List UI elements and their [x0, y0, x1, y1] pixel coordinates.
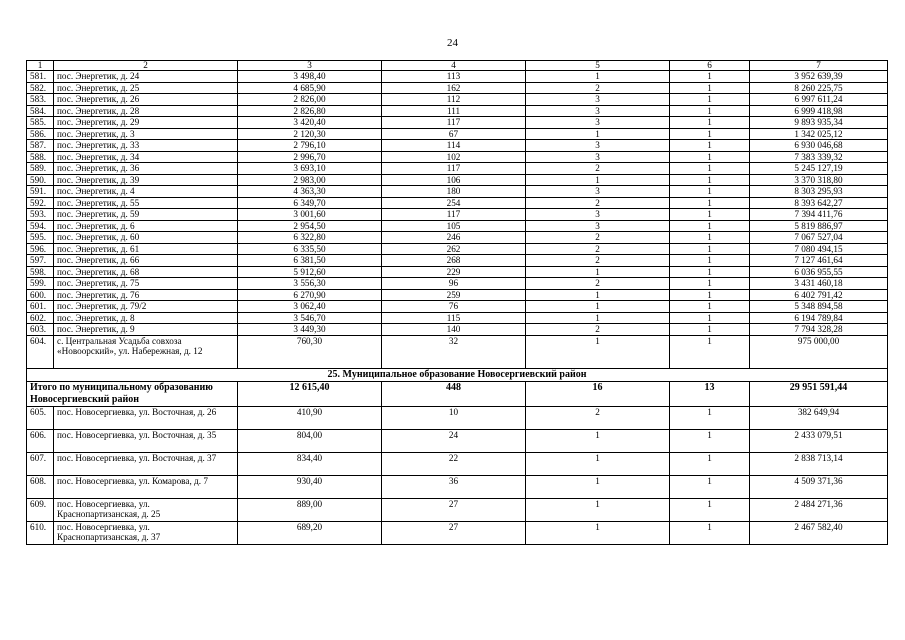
total-area: 12 615,40 — [238, 381, 382, 406]
table-row — [27, 266, 888, 278]
residents-cell: 76 — [382, 301, 526, 313]
area-cell: 2 954,50 — [238, 220, 382, 232]
table-row — [27, 128, 888, 140]
area-cell: 6 335,50 — [238, 243, 382, 255]
row-number-cell: 602. — [27, 312, 54, 324]
area-cell: 834,40 — [238, 452, 382, 475]
header-cell: 4 — [382, 61, 526, 71]
column-6-cell: 1 — [670, 82, 750, 94]
column-5-cell: 1 — [526, 521, 670, 544]
table-row — [27, 71, 888, 83]
column-number-header — [27, 61, 888, 71]
residents-cell: 112 — [382, 94, 526, 106]
residents-cell: 22 — [382, 452, 526, 475]
column-6-cell: 1 — [670, 429, 750, 452]
cost-cell: 9 893 935,34 — [750, 117, 888, 129]
address-cell: пос. Энергетик, д. 36 — [54, 163, 238, 175]
header-cell: 6 — [670, 61, 750, 71]
cost-cell: 6 930 046,68 — [750, 140, 888, 152]
column-5-cell: 3 — [526, 209, 670, 221]
cost-cell: 6 997 611,24 — [750, 94, 888, 106]
address-cell: пос. Новосергиевка, ул. Комарова, д. 7 — [54, 475, 238, 498]
address-cell: пос. Энергетик, д. 61 — [54, 243, 238, 255]
table-row — [27, 452, 888, 475]
cost-cell: 5 819 886,97 — [750, 220, 888, 232]
column-6-cell: 1 — [670, 324, 750, 336]
table-row — [27, 232, 888, 244]
header-cell: 2 — [54, 61, 238, 71]
housing-table — [26, 60, 888, 545]
column-6-cell: 1 — [670, 71, 750, 83]
address-cell: пос. Энергетик, д. 6 — [54, 220, 238, 232]
area-cell: 6 349,70 — [238, 197, 382, 209]
row-number-cell: 585. — [27, 117, 54, 129]
residents-cell: 67 — [382, 128, 526, 140]
column-5-cell: 1 — [526, 289, 670, 301]
column-6-cell: 1 — [670, 105, 750, 117]
row-number-cell: 592. — [27, 197, 54, 209]
area-cell: 3 062,40 — [238, 301, 382, 313]
total-cost: 29 951 591,44 — [750, 381, 888, 406]
row-number-cell: 599. — [27, 278, 54, 290]
address-cell: пос. Новосергиевка, ул. Восточная, д. 37 — [54, 452, 238, 475]
column-5-cell: 2 — [526, 406, 670, 429]
section-row — [27, 368, 888, 381]
column-5-cell: 1 — [526, 71, 670, 83]
area-cell: 6 322,80 — [238, 232, 382, 244]
area-cell: 2 996,70 — [238, 151, 382, 163]
column-5-cell: 3 — [526, 220, 670, 232]
area-cell: 4 363,30 — [238, 186, 382, 198]
column-6-cell: 1 — [670, 117, 750, 129]
address-cell: пос. Новосергиевка, ул. Краснопартизанская, д. 37 — [54, 521, 238, 544]
residents-cell: 254 — [382, 197, 526, 209]
row-number-cell: 598. — [27, 266, 54, 278]
cost-cell: 8 260 225,75 — [750, 82, 888, 94]
table-row — [27, 475, 888, 498]
total-column-5: 16 — [526, 381, 670, 406]
row-number-cell: 605. — [27, 406, 54, 429]
section-title: 25. Муниципальное образование Новосергиевский район — [27, 368, 888, 381]
row-number-cell: 600. — [27, 289, 54, 301]
column-6-cell: 1 — [670, 197, 750, 209]
total-column-6: 13 — [670, 381, 750, 406]
address-cell: пос. Новосергиевка, ул. Восточная, д. 35 — [54, 429, 238, 452]
address-cell: пос. Энергетик, д. 68 — [54, 266, 238, 278]
area-cell: 2 826,00 — [238, 94, 382, 106]
residents-cell: 114 — [382, 140, 526, 152]
column-5-cell: 1 — [526, 266, 670, 278]
column-6-cell: 1 — [670, 312, 750, 324]
table-row — [27, 301, 888, 313]
column-6-cell: 1 — [670, 151, 750, 163]
area-cell: 3 420,40 — [238, 117, 382, 129]
column-6-cell: 1 — [670, 266, 750, 278]
address-cell: с. Центральная Усадьба совхоза «Новоорский», ул. Набережная, д. 12 — [54, 335, 238, 368]
column-6-cell: 1 — [670, 243, 750, 255]
cost-cell: 7 794 328,28 — [750, 324, 888, 336]
table-body — [27, 61, 888, 545]
residents-cell: 102 — [382, 151, 526, 163]
column-5-cell: 1 — [526, 301, 670, 313]
column-5-cell: 1 — [526, 128, 670, 140]
column-6-cell: 1 — [670, 301, 750, 313]
address-cell: пос. Энергетик, д. 75 — [54, 278, 238, 290]
table-row — [27, 498, 888, 521]
header-cell: 1 — [27, 61, 54, 71]
row-number-cell: 588. — [27, 151, 54, 163]
row-number-cell: 590. — [27, 174, 54, 186]
residents-cell: 113 — [382, 71, 526, 83]
cost-cell: 7 127 461,64 — [750, 255, 888, 267]
row-number-cell: 587. — [27, 140, 54, 152]
column-5-cell: 1 — [526, 498, 670, 521]
table-row — [27, 335, 888, 368]
residents-cell: 27 — [382, 521, 526, 544]
column-6-cell: 1 — [670, 94, 750, 106]
cost-cell: 7 383 339,32 — [750, 151, 888, 163]
residents-cell: 246 — [382, 232, 526, 244]
cost-cell: 8 393 642,27 — [750, 197, 888, 209]
residents-cell: 180 — [382, 186, 526, 198]
area-cell: 930,40 — [238, 475, 382, 498]
column-5-cell: 2 — [526, 278, 670, 290]
residents-cell: 268 — [382, 255, 526, 267]
table-row — [27, 312, 888, 324]
table-row — [27, 186, 888, 198]
area-cell: 889,00 — [238, 498, 382, 521]
area-cell: 5 912,60 — [238, 266, 382, 278]
area-cell: 2 983,00 — [238, 174, 382, 186]
table-row — [27, 289, 888, 301]
column-5-cell: 2 — [526, 232, 670, 244]
address-cell: пос. Энергетик, д. 25 — [54, 82, 238, 94]
address-cell: пос. Энергетик, д. 66 — [54, 255, 238, 267]
address-cell: пос. Энергетик, д. 24 — [54, 71, 238, 83]
address-cell: пос. Энергетик, д. 59 — [54, 209, 238, 221]
total-row — [27, 381, 888, 406]
residents-cell: 111 — [382, 105, 526, 117]
area-cell: 2 826,80 — [238, 105, 382, 117]
row-number-cell: 608. — [27, 475, 54, 498]
area-cell: 2 120,30 — [238, 128, 382, 140]
row-number-cell: 604. — [27, 335, 54, 368]
area-cell: 3 449,30 — [238, 324, 382, 336]
table-row — [27, 197, 888, 209]
area-cell: 6 270,90 — [238, 289, 382, 301]
total-label: Итого по муниципальному образованию Новосергиевский район — [27, 381, 238, 406]
address-cell: пос. Энергетик, д. 34 — [54, 151, 238, 163]
row-number-cell: 583. — [27, 94, 54, 106]
row-number-cell: 591. — [27, 186, 54, 198]
table-row — [27, 220, 888, 232]
row-number-cell: 586. — [27, 128, 54, 140]
column-6-cell: 1 — [670, 174, 750, 186]
column-5-cell: 2 — [526, 82, 670, 94]
cost-cell: 2 484 271,36 — [750, 498, 888, 521]
row-number-cell: 603. — [27, 324, 54, 336]
column-6-cell: 1 — [670, 406, 750, 429]
cost-cell: 7 067 527,04 — [750, 232, 888, 244]
column-5-cell: 3 — [526, 186, 670, 198]
residents-cell: 162 — [382, 82, 526, 94]
residents-cell: 10 — [382, 406, 526, 429]
page-number: 24 — [447, 37, 458, 49]
area-cell: 804,00 — [238, 429, 382, 452]
address-cell: пос. Энергетик, д. 55 — [54, 197, 238, 209]
residents-cell: 259 — [382, 289, 526, 301]
column-6-cell: 1 — [670, 140, 750, 152]
column-5-cell: 1 — [526, 312, 670, 324]
row-number-cell: 582. — [27, 82, 54, 94]
area-cell: 3 001,60 — [238, 209, 382, 221]
address-cell: пос. Энергетик, д. 26 — [54, 94, 238, 106]
column-6-cell: 1 — [670, 209, 750, 221]
residents-cell: 140 — [382, 324, 526, 336]
cost-cell: 5 245 127,19 — [750, 163, 888, 175]
column-5-cell: 3 — [526, 151, 670, 163]
residents-cell: 105 — [382, 220, 526, 232]
column-6-cell: 1 — [670, 475, 750, 498]
cost-cell: 6 402 791,42 — [750, 289, 888, 301]
area-cell: 3 693,10 — [238, 163, 382, 175]
address-cell: пос. Энергетик, д. 33 — [54, 140, 238, 152]
row-number-cell: 610. — [27, 521, 54, 544]
residents-cell: 262 — [382, 243, 526, 255]
cost-cell: 3 952 639,39 — [750, 71, 888, 83]
column-6-cell: 1 — [670, 289, 750, 301]
column-6-cell: 1 — [670, 278, 750, 290]
cost-cell: 2 433 079,51 — [750, 429, 888, 452]
area-cell: 3 498,40 — [238, 71, 382, 83]
column-5-cell: 3 — [526, 94, 670, 106]
column-6-cell: 1 — [670, 220, 750, 232]
row-number-cell: 606. — [27, 429, 54, 452]
column-6-cell: 1 — [670, 335, 750, 368]
cost-cell: 6 999 418,98 — [750, 105, 888, 117]
address-cell: пос. Энергетик, д. 29 — [54, 117, 238, 129]
residents-cell: 106 — [382, 174, 526, 186]
table-row — [27, 243, 888, 255]
cost-cell: 6 036 955,55 — [750, 266, 888, 278]
address-cell: пос. Энергетик, д. 9 — [54, 324, 238, 336]
row-number-cell: 589. — [27, 163, 54, 175]
column-5-cell: 1 — [526, 174, 670, 186]
table-row — [27, 105, 888, 117]
address-cell: пос. Энергетик, д. 39 — [54, 174, 238, 186]
row-number-cell: 584. — [27, 105, 54, 117]
area-cell: 3 546,70 — [238, 312, 382, 324]
column-6-cell: 1 — [670, 128, 750, 140]
area-cell: 6 381,50 — [238, 255, 382, 267]
column-6-cell: 1 — [670, 232, 750, 244]
table-row — [27, 140, 888, 152]
header-cell: 5 — [526, 61, 670, 71]
cost-cell: 3 370 318,80 — [750, 174, 888, 186]
column-6-cell: 1 — [670, 498, 750, 521]
row-number-cell: 597. — [27, 255, 54, 267]
address-cell: пос. Новосергиевка, ул. Краснопартизанская, д. 25 — [54, 498, 238, 521]
area-cell: 2 796,10 — [238, 140, 382, 152]
table-row — [27, 406, 888, 429]
address-cell: пос. Энергетик, д. 28 — [54, 105, 238, 117]
column-6-cell: 1 — [670, 186, 750, 198]
residents-cell: 36 — [382, 475, 526, 498]
table-row — [27, 163, 888, 175]
column-5-cell: 2 — [526, 255, 670, 267]
address-cell: пос. Энергетик, д. 79/2 — [54, 301, 238, 313]
cost-cell: 7 394 411,76 — [750, 209, 888, 221]
cost-cell: 2 838 713,14 — [750, 452, 888, 475]
residents-cell: 117 — [382, 163, 526, 175]
address-cell: пос. Энергетик, д. 3 — [54, 128, 238, 140]
cost-cell: 975 000,00 — [750, 335, 888, 368]
header-cell: 3 — [238, 61, 382, 71]
cost-cell: 4 509 371,36 — [750, 475, 888, 498]
row-number-cell: 607. — [27, 452, 54, 475]
area-cell: 410,90 — [238, 406, 382, 429]
row-number-cell: 593. — [27, 209, 54, 221]
column-5-cell: 2 — [526, 324, 670, 336]
column-5-cell: 3 — [526, 140, 670, 152]
table-row — [27, 117, 888, 129]
address-cell: пос. Энергетик, д. 4 — [54, 186, 238, 198]
column-6-cell: 1 — [670, 163, 750, 175]
row-number-cell: 581. — [27, 71, 54, 83]
header-cell: 7 — [750, 61, 888, 71]
cost-cell: 8 303 295,93 — [750, 186, 888, 198]
total-residents: 448 — [382, 381, 526, 406]
area-cell: 3 556,30 — [238, 278, 382, 290]
column-6-cell: 1 — [670, 255, 750, 267]
column-6-cell: 1 — [670, 452, 750, 475]
residents-cell: 24 — [382, 429, 526, 452]
cost-cell: 1 342 025,12 — [750, 128, 888, 140]
residents-cell: 27 — [382, 498, 526, 521]
column-5-cell: 1 — [526, 475, 670, 498]
table-row — [27, 255, 888, 267]
cost-cell: 5 348 894,58 — [750, 301, 888, 313]
column-6-cell: 1 — [670, 521, 750, 544]
column-5-cell: 2 — [526, 197, 670, 209]
table-row — [27, 278, 888, 290]
cost-cell: 2 467 582,40 — [750, 521, 888, 544]
column-5-cell: 3 — [526, 105, 670, 117]
address-cell: пос. Энергетик, д. 76 — [54, 289, 238, 301]
column-5-cell: 1 — [526, 335, 670, 368]
address-cell: пос. Новосергиевка, ул. Восточная, д. 26 — [54, 406, 238, 429]
row-number-cell: 594. — [27, 220, 54, 232]
address-cell: пос. Энергетик, д. 8 — [54, 312, 238, 324]
column-5-cell: 1 — [526, 452, 670, 475]
table-row — [27, 521, 888, 544]
residents-cell: 117 — [382, 117, 526, 129]
row-number-cell: 609. — [27, 498, 54, 521]
residents-cell: 229 — [382, 266, 526, 278]
cost-cell: 3 431 460,18 — [750, 278, 888, 290]
row-number-cell: 601. — [27, 301, 54, 313]
column-5-cell: 2 — [526, 163, 670, 175]
row-number-cell: 595. — [27, 232, 54, 244]
address-cell: пос. Энергетик, д. 60 — [54, 232, 238, 244]
table-row — [27, 209, 888, 221]
residents-cell: 115 — [382, 312, 526, 324]
column-5-cell: 1 — [526, 429, 670, 452]
table-row — [27, 94, 888, 106]
area-cell: 760,30 — [238, 335, 382, 368]
cost-cell: 382 649,94 — [750, 406, 888, 429]
area-cell: 689,20 — [238, 521, 382, 544]
cost-cell: 6 194 789,84 — [750, 312, 888, 324]
residents-cell: 96 — [382, 278, 526, 290]
residents-cell: 117 — [382, 209, 526, 221]
table-row — [27, 174, 888, 186]
area-cell: 4 685,90 — [238, 82, 382, 94]
table-row — [27, 429, 888, 452]
cost-cell: 7 080 494,15 — [750, 243, 888, 255]
row-number-cell: 596. — [27, 243, 54, 255]
column-5-cell: 2 — [526, 243, 670, 255]
residents-cell: 32 — [382, 335, 526, 368]
column-5-cell: 3 — [526, 117, 670, 129]
table-row — [27, 82, 888, 94]
table-row — [27, 151, 888, 163]
table-row — [27, 324, 888, 336]
